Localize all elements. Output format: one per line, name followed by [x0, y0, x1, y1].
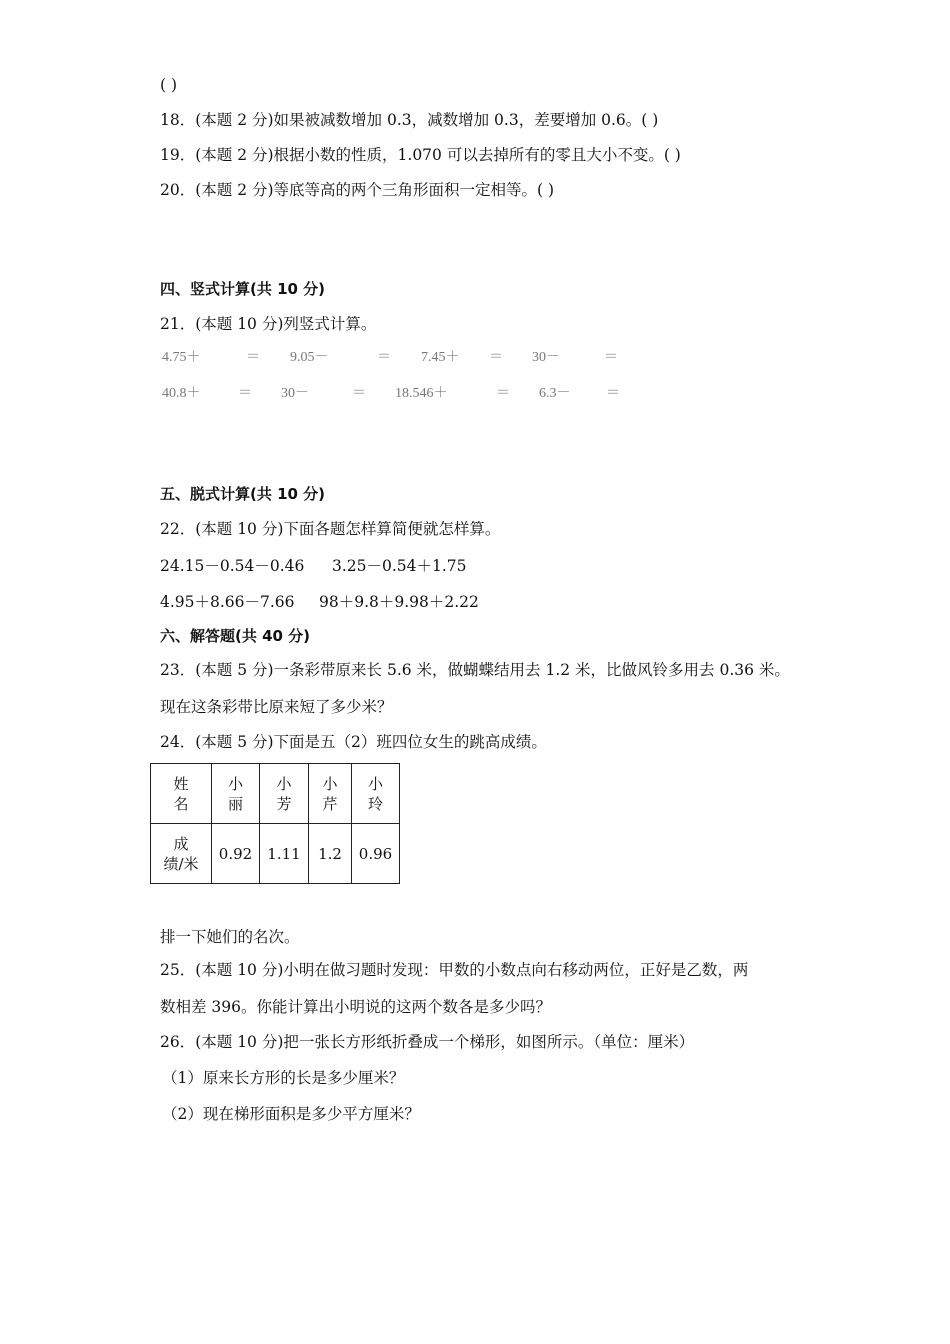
question-26-sub-1: （1）原来长方形的长是多少厘米？: [162, 1069, 405, 1087]
section-4-heading: 四、竖式计算(共 10 分): [160, 280, 326, 298]
question-21: 21．(本题 10 分)列竖式计算。: [160, 315, 377, 333]
calc-equals: ＝: [496, 386, 510, 401]
cell-text: 小 玲: [367, 774, 383, 813]
cell-text: 小 芳: [276, 774, 292, 813]
expression-item: 24.15－0.54－0.46: [160, 557, 305, 575]
calc-equals: ＝: [238, 386, 252, 401]
calc-expr: 30－: [532, 350, 560, 365]
table-header-row: [151, 764, 400, 824]
calc-equals: ＝: [489, 350, 503, 365]
table-cell: [151, 824, 212, 884]
calc-expr: 40.8＋: [162, 386, 201, 401]
question-22: 22．(本题 10 分)下面各题怎样算简便就怎样算。: [160, 520, 501, 538]
calc-expr: 7.45＋: [421, 350, 460, 365]
calc-equals: ＝: [377, 350, 391, 365]
score-table: [150, 763, 400, 884]
calc-equals: ＝: [352, 386, 366, 401]
question-24-task: 排一下她们的名次。: [160, 928, 300, 946]
calc-expr: 30－: [281, 386, 309, 401]
question-23-line-1: 23．(本题 5 分)一条彩带原来长 5.6 米，做蝴蝶结用去 1.2 米，比做风铃多用去 0.36 米。: [160, 661, 790, 679]
question-26-sub-2: （2）现在梯形面积是多少平方厘米？: [162, 1105, 420, 1123]
question-25-line-2: 数相差 396。你能计算出小明说的这两个数各是多少吗？: [160, 998, 552, 1016]
question-18: 18．(本题 2 分)如果被减数增加 0.3，减数增加 0.3，差要增加 0.6。( ): [160, 111, 659, 129]
calc-equals: ＝: [246, 350, 260, 365]
expression-item: 98＋9.8＋9.98＋2.22: [319, 593, 479, 611]
question-23-line-2: 现在这条彩带比原来短了多少米？: [160, 698, 393, 716]
expression-item: 3.25－0.54＋1.75: [332, 557, 467, 575]
calc-expr: 6.3－: [539, 386, 571, 401]
table-cell: [212, 824, 260, 884]
table-cell: [352, 824, 400, 884]
calc-expr: 18.546＋: [395, 386, 448, 401]
table-cell: [352, 764, 400, 824]
table-cell: [260, 764, 309, 824]
calc-equals: ＝: [604, 350, 618, 365]
table-cell: [309, 824, 352, 884]
cell-text: 成 绩/米: [163, 834, 199, 873]
question-26: 26．(本题 10 分)把一张长方形纸折叠成一个梯形，如图所示。（单位：厘米）: [160, 1033, 695, 1051]
cell-text: 姓 名: [173, 774, 189, 813]
section-5-heading: 五、脱式计算(共 10 分): [160, 485, 326, 503]
cell-text: 0.92: [218, 844, 253, 863]
table-cell: [309, 764, 352, 824]
cell-text: 1.2: [318, 844, 342, 863]
q17-answer-blank: ( ): [160, 76, 178, 94]
cell-text: 0.96: [358, 844, 393, 863]
question-24: 24．(本题 5 分)下面是五（2）班四位女生的跳高成绩。: [160, 733, 547, 751]
calc-expr: 4.75＋: [162, 350, 201, 365]
table-cell: [260, 824, 309, 884]
calc-expr: 9.05－: [290, 350, 329, 365]
calc-equals: ＝: [606, 386, 620, 401]
cell-text: 小 丽: [227, 774, 243, 813]
cell-text: 小 芹: [322, 774, 338, 813]
table-row: [151, 824, 400, 884]
section-6-heading: 六、解答题(共 40 分): [160, 627, 311, 645]
question-20: 20．(本题 2 分)等底等高的两个三角形面积一定相等。( ): [160, 181, 555, 199]
table-cell: [151, 764, 212, 824]
question-19: 19．(本题 2 分)根据小数的性质，1.070 可以去掉所有的零且大小不变。( ): [160, 146, 681, 164]
cell-text: 1.11: [267, 844, 301, 863]
table-cell: [212, 764, 260, 824]
expression-item: 4.95＋8.66－7.66: [160, 593, 295, 611]
question-25-line-1: 25．(本题 10 分)小明在做习题时发现：甲数的小数点向右移动两位，正好是乙数，两: [160, 961, 749, 979]
